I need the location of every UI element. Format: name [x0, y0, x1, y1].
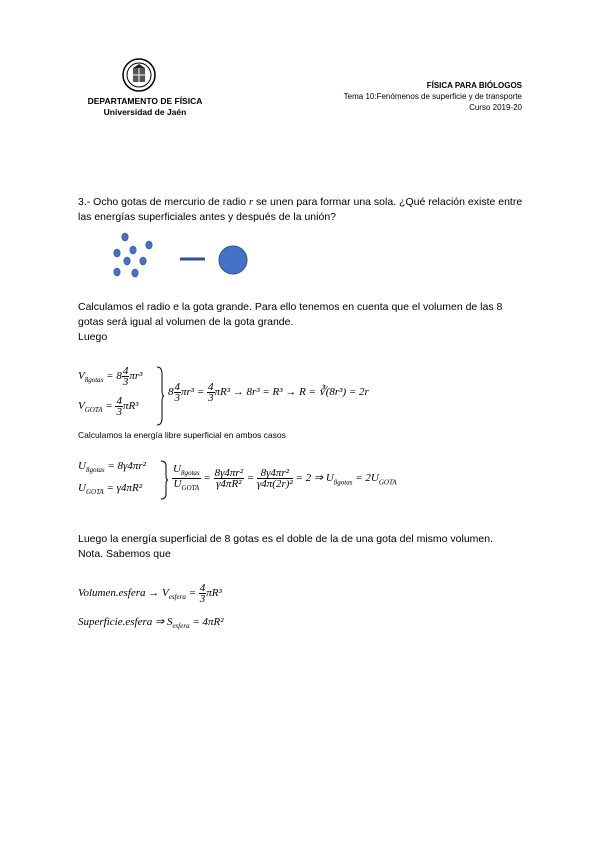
- eq2-brace: [160, 460, 168, 500]
- topic: Tema 10:Fenómenos de superficie y de transporte: [343, 92, 522, 101]
- university-seal-icon: [122, 57, 156, 93]
- eq2-u1: $U_{GOTA} = \gamma 4\pi R^2$: [78, 482, 143, 497]
- header-left: [70, 96, 220, 118]
- note-text: Nota. Sabemos que: [78, 548, 171, 560]
- problem-statement: [78, 195, 528, 225]
- eq1-brace: [156, 366, 164, 426]
- paragraph-conclusion: [78, 532, 530, 562]
- problem-rest: se unen para formar una sola. ¿Qué relación existe entre las energías superficiales antes y después de la unión?: [78, 196, 523, 223]
- university-name: Universidad de Jaén: [103, 107, 187, 117]
- small-drop: [114, 249, 120, 257]
- small-drop: [132, 269, 138, 277]
- eq1-chain: 8 $\frac{4}{3}$ πr³ = $\frac{4}{3}$ πR³ → 8r³ = R³ → R = ∛(8r³) = 2r: [168, 381, 369, 404]
- paragraph-energy: Calculamos la energía libre superficial en ambos casos: [78, 430, 286, 440]
- small-drop: [124, 257, 130, 265]
- eq3-volume: Volumen.esfera → $V_{esfera}$ = $\frac{4}{3}$ πR³: [78, 582, 222, 605]
- small-drop: [140, 257, 146, 265]
- eq2-u8: $U_{8gotas} = 8\gamma 4\pi r^2$: [78, 460, 146, 475]
- problem-var-r: r: [249, 197, 254, 208]
- paragraph-luego: Luego: [78, 331, 108, 343]
- eq3-surface: Superficie.esfera ⇒ $S_{esfera} = 4\pi R^2$: [78, 616, 224, 631]
- problem-intro: 3.- Ocho gotas de mercurio de radio: [78, 196, 247, 208]
- small-drop: [122, 233, 128, 241]
- eq1-v8: $V_{8gotas} = 8$ $\frac{4}{3}$ πr³: [78, 365, 143, 388]
- eq2-chain: $\frac{U_{8gotas}}{U_{GOTA}}$ = $\frac{\text{8γ4πr²}}{\text{γ4πR²}}$ = $\frac{\text{8γ4πr²}}{\text{γ4π(2r)²}}$ = 2 ⇒ $U_{8gotas} = 2U_{GOTA}$: [173, 463, 397, 493]
- drops-illustration: [105, 228, 265, 288]
- header-right: [344, 80, 522, 113]
- small-drop: [146, 241, 152, 249]
- conclusion-text: Luego la energía superficial de 8 gotas es el doble de la de una gota del mismo volumen.: [78, 533, 494, 545]
- small-drop: [114, 268, 120, 276]
- department-name: DEPARTAMENTO DE FÍSICA: [87, 96, 203, 106]
- small-drop: [130, 246, 136, 254]
- course-year: Curso 2019-20: [469, 103, 522, 112]
- course-name: FÍSICA PARA BIÓLOGOS: [426, 81, 522, 90]
- paragraph-volume-text: Calculamos el radio e la gota grande. Para ello tenemos en cuenta que el volumen de las 8 gotas será igual al volumen de la gota grande.: [78, 301, 503, 328]
- paragraph-volume: [78, 300, 530, 345]
- large-drop: [219, 246, 247, 274]
- eq1-v1: $V_{GOTA}$ = $\frac{4}{3}$ πR³: [78, 395, 139, 418]
